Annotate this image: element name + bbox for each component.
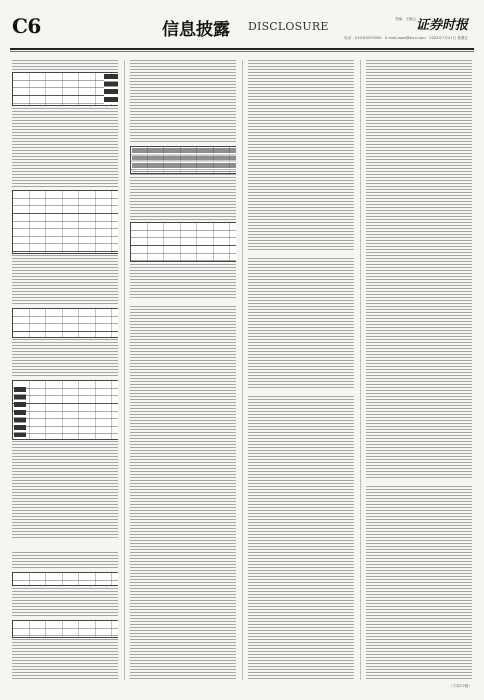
text-column-3	[248, 60, 354, 680]
newspaper-logo: 证券时报	[415, 18, 468, 33]
continuation-note: （下转C7版）	[449, 684, 472, 688]
body-text-lines	[366, 60, 472, 680]
data-table	[12, 72, 118, 106]
section-title: 信息披露	[162, 20, 230, 40]
data-table	[12, 190, 118, 254]
header-rule	[10, 48, 474, 50]
section-subtitle: DISCLOSURE	[248, 20, 329, 33]
page-header	[10, 12, 474, 48]
text-column-1	[12, 60, 118, 680]
data-table	[12, 572, 118, 586]
editor-credit: 责编：王晓云	[395, 17, 416, 21]
data-table	[130, 222, 236, 262]
contact-date-line: 电话：010-63070000 E-mail:zqsb@stcn.com 2023年7月21日 星期五	[344, 36, 468, 40]
data-table	[12, 620, 118, 638]
page-number: C6	[12, 14, 41, 38]
data-table	[12, 380, 118, 440]
body-text-lines	[248, 60, 354, 680]
body-text-lines	[12, 60, 118, 680]
text-column-4	[366, 60, 472, 680]
article-body	[12, 60, 472, 680]
data-table	[12, 308, 118, 338]
header-subrule	[10, 51, 474, 52]
data-table	[130, 146, 236, 174]
text-column-2	[130, 60, 236, 680]
